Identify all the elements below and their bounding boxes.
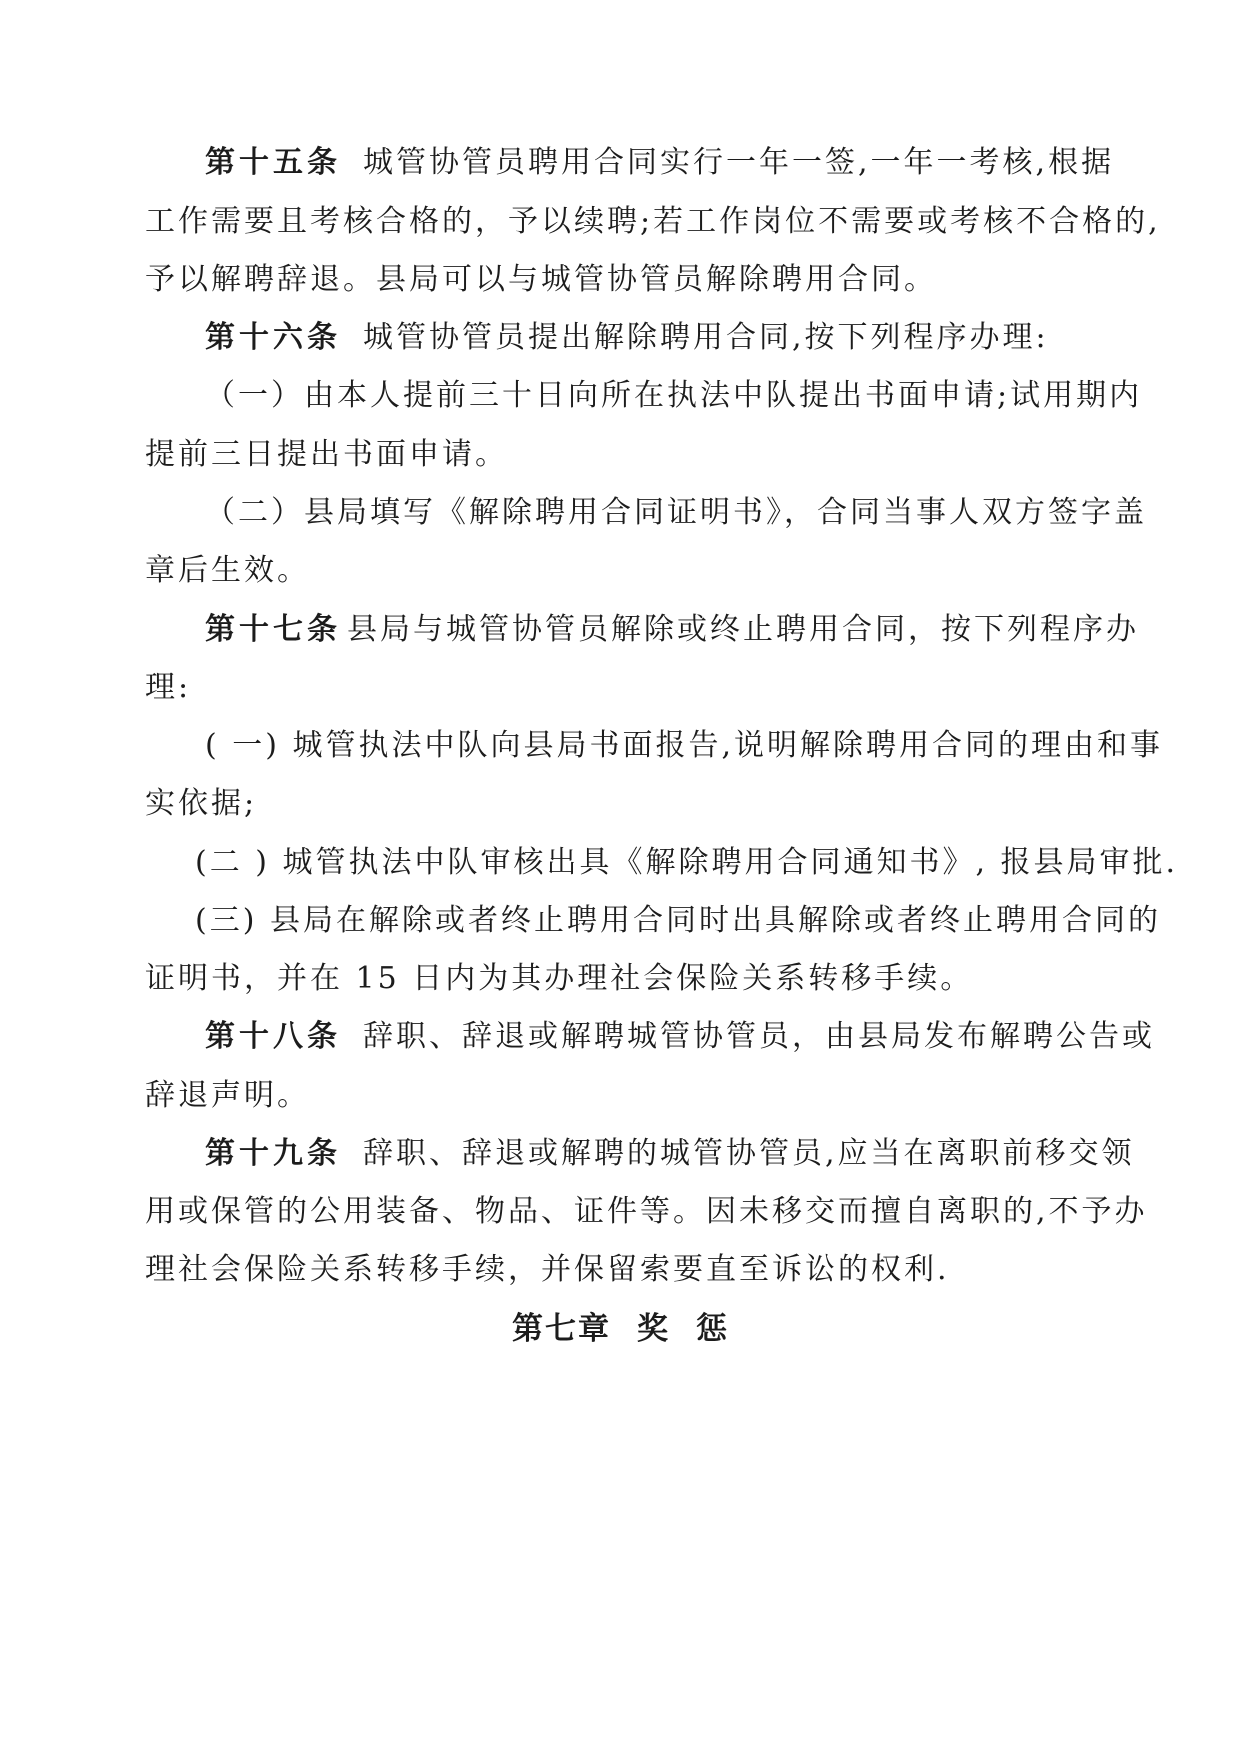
article-16-item-2-line-2: 章后生效。: [145, 553, 310, 588]
chapter-title-char-2: 惩: [696, 1311, 729, 1347]
article-heading: 第十五条: [205, 145, 341, 180]
article-text: 城管协管员提出解除聘用合同,按下列程序办理:: [363, 320, 1049, 355]
article-17-line-2: 理:: [145, 670, 192, 705]
article-17-item-2-line-1: (二 ) 城管执法中队审核出具《解除聘用合同通知书》, 报县局审批.: [195, 845, 1179, 880]
article-16-item-1-line-1: （一）由本人提前三十日向所在执法中队提出书面申请;试用期内: [205, 378, 1143, 413]
article-16-item-2-line-1: （二）县局填写《解除聘用合同证明书》，合同当事人双方签字盖: [205, 495, 1147, 530]
article-15-line-3: 予以解聘辞退。县局可以与城管协管员解除聘用合同。: [145, 262, 937, 297]
article-heading: 第十八条: [205, 1019, 341, 1054]
article-17-item-1-line-1: ( 一) 城管执法中队向县局书面报告,说明解除聘用合同的理由和事: [205, 728, 1164, 763]
article-17-item-1-line-2: 实依据;: [145, 786, 258, 821]
article-text: 城管协管员聘用合同实行一年一签,一年一考核,根据: [363, 145, 1115, 180]
article-text: 辞职、辞退或解聘城管协管员，由县局发布解聘公告或: [363, 1019, 1155, 1054]
article-heading: 第十七条: [205, 612, 341, 647]
article-18-line-1: [205, 1017, 1165, 1057]
article-17-line-1: [205, 610, 1165, 650]
article-text: 辞职、辞退或解聘的城管协管员,应当在离职前移交领: [363, 1136, 1135, 1171]
article-19-line-3: 理社会保险关系转移手续，并保留索要直至诉讼的权利.: [145, 1252, 950, 1287]
article-19-line-2: 用或保管的公用装备、物品、证件等。因未移交而擅自离职的,不予办: [145, 1194, 1148, 1229]
article-19-line-1: [205, 1134, 1165, 1174]
article-17-item-3-line-2: 证明书，并在 15 日内为其办理社会保险关系转移手续。: [145, 961, 974, 996]
article-15-line-1: [205, 143, 1165, 183]
article-heading: 第十六条: [205, 320, 341, 355]
article-16-line-1: [205, 318, 1165, 358]
chapter-heading: [0, 1309, 1241, 1349]
article-heading: 第十九条: [205, 1136, 341, 1171]
article-18-line-2: 辞退声明。: [145, 1078, 310, 1113]
article-16-item-1-line-2: 提前三日提出书面申请。: [145, 437, 508, 472]
chapter-title-char-1: 奖: [637, 1311, 670, 1347]
chapter-label: 第七章: [512, 1311, 611, 1347]
article-15-line-2: 工作需要且考核合格的，予以续聘;若工作岗位不需要或考核不合格的,: [145, 204, 1161, 239]
article-text: 县局与城管协管员解除或终止聘用合同，按下列程序办: [347, 612, 1139, 647]
article-17-item-3-line-1: (三) 县局在解除或者终止聘用合同时出具解除或者终止聘用合同的: [195, 903, 1161, 938]
